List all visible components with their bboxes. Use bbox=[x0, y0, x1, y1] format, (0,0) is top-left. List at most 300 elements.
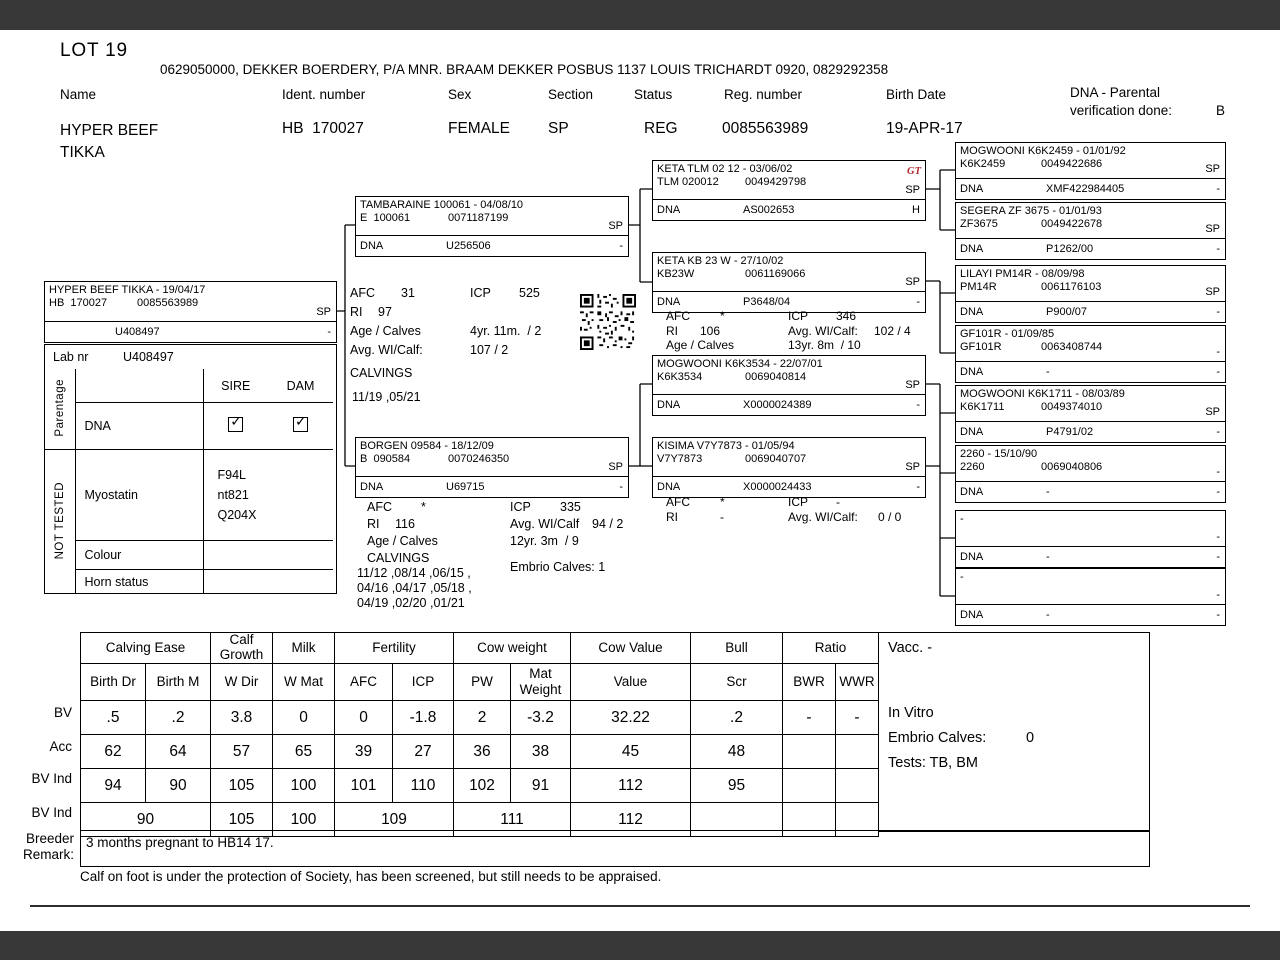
cell: 102 bbox=[454, 769, 511, 803]
animal-reg: 0063408744 bbox=[1041, 341, 1103, 353]
group-milk: Milk bbox=[273, 633, 335, 664]
status-mark: H bbox=[912, 204, 920, 216]
dna-value: U256506 bbox=[446, 240, 491, 252]
myostatin-value: F94L bbox=[217, 468, 246, 482]
calvings-dates-2: 04/16 ,04/17 ,05/18 , bbox=[357, 581, 472, 595]
lab-nr-label: Lab nr bbox=[53, 350, 89, 364]
breeder-remark-text: 3 months pregnant to HB14 17. bbox=[86, 835, 274, 850]
animal-reg: 0061176103 bbox=[1041, 281, 1102, 293]
animal-reg: 0069040707 bbox=[745, 453, 807, 465]
animal-title: LILAYI PM14R - 08/09/98 bbox=[960, 268, 1085, 280]
status-mark: - bbox=[1216, 306, 1220, 318]
box-divider bbox=[956, 481, 1225, 482]
animal-title: TAMBARAINE 100061 - 04/08/10 bbox=[360, 199, 524, 211]
pedigree-box-dam bbox=[355, 437, 629, 498]
dna-value: P1262/00 bbox=[1046, 243, 1094, 255]
dna-label: DNA bbox=[960, 486, 984, 498]
embrio-calves-value: 0 bbox=[1026, 730, 1035, 746]
ri-value: 116 bbox=[395, 517, 415, 531]
age-calves-value: 13yr. 8m / 10 bbox=[788, 338, 861, 352]
box-divider bbox=[45, 321, 336, 322]
section-label: Section bbox=[548, 87, 594, 102]
bv-ind-row-label: BV Ind bbox=[31, 771, 72, 786]
lab-nr-value: U408497 bbox=[123, 350, 174, 364]
status-mark: - bbox=[1216, 366, 1220, 378]
dam-stats bbox=[349, 500, 649, 615]
animal-ident: K6K1711 bbox=[960, 401, 1005, 413]
breeder-remark-label-1: Breeder bbox=[25, 831, 74, 846]
reg-label: Reg. number bbox=[724, 87, 803, 102]
group-fertility: Fertility bbox=[335, 633, 454, 664]
cell bbox=[783, 735, 836, 769]
dna-value: X0000024389 bbox=[743, 399, 812, 411]
birthdate-label: Birth Date bbox=[886, 87, 947, 102]
section-code: SP bbox=[608, 461, 623, 473]
dna-label: DNA bbox=[960, 609, 984, 621]
animal-reg: 0085563989 bbox=[137, 297, 199, 309]
age-calves-value: 12yr. 3m / 9 bbox=[510, 534, 579, 548]
cell: -1.8 bbox=[393, 701, 454, 735]
pedigree-box-g4-6 bbox=[955, 445, 1226, 503]
birthdate-value: 19-APR-17 bbox=[886, 120, 963, 137]
pedigree-box-g4-5 bbox=[955, 385, 1226, 443]
box-divider bbox=[653, 476, 925, 477]
qr-code bbox=[580, 294, 636, 350]
checkbox-checked-icon: ✓ bbox=[293, 417, 308, 432]
bv-ind-row bbox=[81, 769, 879, 803]
cell: 112 bbox=[571, 803, 691, 837]
box-divider bbox=[356, 476, 628, 477]
pedigree-box-sire bbox=[355, 196, 629, 257]
dna-label: DNA bbox=[960, 426, 984, 438]
dam-dam-stats bbox=[660, 495, 940, 527]
afc-label: AFC bbox=[367, 500, 392, 514]
dna-value: U408497 bbox=[115, 326, 160, 338]
sire-dna-cell bbox=[203, 403, 268, 450]
animal-title: MOGWOONI K6K1711 - 08/03/89 bbox=[960, 388, 1125, 400]
section-code: - bbox=[1216, 531, 1220, 543]
animal-ident: K6K2459 bbox=[960, 158, 1006, 170]
status-mark: - bbox=[1216, 426, 1220, 438]
gt-badge-icon: GT bbox=[907, 166, 921, 177]
in-vitro-line: In Vitro bbox=[888, 705, 934, 721]
breeder-line: 0629050000, DEKKER BOERDERY, P/A MNR. BRAAM DEKKER POSBUS 1137 LOUIS TRICHARDT 0920, 0829292358 bbox=[160, 62, 889, 77]
col-w-dir: W Dir bbox=[211, 664, 273, 701]
bv-row-label: BV bbox=[53, 705, 72, 720]
afc-label: AFC bbox=[666, 495, 690, 509]
cell: 111 bbox=[454, 803, 571, 837]
animal-ident: ZF3675 bbox=[960, 218, 998, 230]
section-code: - bbox=[1216, 589, 1220, 601]
status-mark: - bbox=[1216, 486, 1220, 498]
section-code: SP bbox=[905, 184, 920, 196]
not-tested-rotated-label: NOT TESTED bbox=[45, 450, 75, 595]
cell: 112 bbox=[571, 769, 691, 803]
name-value: HYPER BEEF TIKKA bbox=[60, 122, 159, 162]
status-label: Status bbox=[634, 87, 673, 102]
animal-ident: K6K3534 bbox=[657, 371, 703, 383]
afc-label: AFC bbox=[666, 309, 690, 323]
dna-value: X0000024433 bbox=[743, 481, 812, 493]
box-divider bbox=[653, 199, 925, 200]
dna-label: DNA bbox=[657, 204, 681, 216]
cell: 27 bbox=[393, 735, 454, 769]
col-value: Value bbox=[571, 664, 691, 701]
cell: 36 bbox=[454, 735, 511, 769]
col-afc: AFC bbox=[335, 664, 393, 701]
group-calving-ease: Calving Ease bbox=[81, 633, 211, 664]
ri-value: 97 bbox=[378, 305, 392, 319]
cell: - bbox=[836, 701, 879, 735]
cell bbox=[836, 769, 879, 803]
avg-wi-value: 107 / 2 bbox=[470, 343, 509, 357]
afc-label: AFC bbox=[350, 286, 375, 300]
afc-value: * bbox=[720, 309, 725, 323]
cell: .2 bbox=[691, 701, 783, 735]
col-w-mat: W Mat bbox=[273, 664, 335, 701]
pedigree-box-sire-sire bbox=[652, 160, 926, 221]
cell: .5 bbox=[81, 701, 146, 735]
cell: 100 bbox=[273, 769, 335, 803]
avg-wi-value: 102 / 4 bbox=[874, 324, 911, 338]
embrio-calves: Embrio Calves: 1 bbox=[510, 560, 606, 574]
cell: 45 bbox=[571, 735, 691, 769]
cell: 0 bbox=[273, 701, 335, 735]
animal-title: KETA KB 23 W - 27/10/02 bbox=[657, 255, 784, 267]
box-divider bbox=[356, 235, 628, 236]
dna-label: DNA bbox=[657, 481, 681, 493]
dna-row-label: DNA bbox=[75, 403, 203, 450]
dna-value: P4791/02 bbox=[1046, 426, 1094, 438]
cell: 101 bbox=[335, 769, 393, 803]
footnote: Calf on foot is under the protection of Society, has been screened, but still needs to be appraised. bbox=[80, 869, 662, 884]
icp-value: - bbox=[836, 495, 840, 509]
animal-title: - bbox=[960, 513, 964, 525]
col-pw: PW bbox=[454, 664, 511, 701]
cell: 48 bbox=[691, 735, 783, 769]
animal-reg: 0071187199 bbox=[448, 212, 509, 224]
col-birth-dr: Birth Dr bbox=[81, 664, 146, 701]
myostatin-value: nt821 bbox=[217, 488, 249, 502]
group-bull: Bull bbox=[691, 633, 783, 664]
pedigree-box-g4-2 bbox=[955, 202, 1226, 260]
extra-info-panel bbox=[878, 632, 1150, 832]
cell: 100 bbox=[273, 803, 335, 837]
col-scr: Scr bbox=[691, 664, 783, 701]
cell bbox=[783, 769, 836, 803]
status-mark: - bbox=[916, 296, 920, 308]
tests-line: Tests: TB, BM bbox=[888, 755, 978, 771]
icp-value: 346 bbox=[836, 309, 857, 323]
horn-status-label: Horn status bbox=[75, 570, 203, 595]
group-calf-growth: Calf Growth bbox=[211, 633, 273, 664]
section-code: SP bbox=[316, 306, 331, 318]
cell: 91 bbox=[511, 769, 571, 803]
cell: 90 bbox=[146, 769, 211, 803]
calvings-dates-1: 11/12 ,08/14 ,06/15 , bbox=[357, 566, 471, 580]
bottom-bar bbox=[0, 931, 1280, 960]
avg-wi-label: Avg. WI/Calf bbox=[510, 517, 580, 531]
cell: 2 bbox=[454, 701, 511, 735]
animal-title: MOGWOONI K6K2459 - 01/01/92 bbox=[960, 145, 1126, 157]
pedigree-box-g4-7 bbox=[955, 510, 1226, 568]
icp-value: 525 bbox=[519, 286, 540, 300]
dna-label: DNA bbox=[657, 399, 681, 411]
ri-label: RI bbox=[367, 517, 380, 531]
dna-label: DNA bbox=[360, 240, 384, 252]
dna-value: - bbox=[1046, 486, 1050, 498]
dna-label: DNA bbox=[960, 183, 984, 195]
col-bwr: BWR bbox=[783, 664, 836, 701]
animal-ident: KB23W bbox=[657, 268, 695, 280]
parentage-panel bbox=[44, 344, 337, 594]
animal-ident: HB 170027 bbox=[49, 297, 108, 309]
breeder-remark-bar bbox=[80, 830, 1150, 867]
animal-title: KISIMA V7Y7873 - 01/05/94 bbox=[657, 440, 795, 452]
ebv-table bbox=[80, 632, 879, 837]
avg-wi-label: Avg. WI/Calf: bbox=[788, 510, 858, 524]
avg-wi-value: 94 / 2 bbox=[592, 517, 624, 531]
section-code: SP bbox=[905, 461, 920, 473]
animal-ident: B 090584 bbox=[360, 453, 411, 465]
animal-title: KETA TLM 02 12 - 03/06/02 bbox=[657, 163, 793, 175]
cell: 105 bbox=[211, 769, 273, 803]
breeder-remark-label-2: Remark: bbox=[22, 847, 74, 862]
animal-reg: 0061169066 bbox=[745, 268, 806, 280]
dna-value: AS002653 bbox=[743, 204, 795, 216]
status-mark: - bbox=[327, 326, 331, 338]
animal-title: SEGERA ZF 3675 - 01/01/93 bbox=[960, 205, 1102, 217]
pedigree-box-g4-8 bbox=[955, 568, 1226, 626]
group-ratio: Ratio bbox=[783, 633, 879, 664]
box-divider bbox=[956, 546, 1225, 547]
dna-value: U69715 bbox=[446, 481, 485, 493]
dna-label: DNA bbox=[960, 306, 984, 318]
bv-ind-combined-row-label: BV Ind bbox=[31, 805, 72, 820]
sire-column-header: SIRE bbox=[203, 369, 268, 403]
calvings-label: CALVINGS bbox=[350, 366, 413, 380]
dna-label: DNA bbox=[960, 366, 984, 378]
age-calves-label: Age / Calves bbox=[367, 534, 438, 548]
parentage-rotated-label: Parentage bbox=[45, 369, 75, 450]
animal-title: HYPER BEEF TIKKA - 19/04/17 bbox=[49, 284, 206, 296]
ri-value: 106 bbox=[700, 324, 721, 338]
bottom-divider bbox=[30, 905, 1250, 907]
section-code: - bbox=[1216, 346, 1220, 358]
checkbox-checked-icon: ✓ bbox=[228, 417, 243, 432]
dna-verification-label-2: verification done: bbox=[1070, 103, 1173, 118]
ri-value: - bbox=[720, 510, 724, 524]
myostatin-values bbox=[203, 450, 333, 541]
dna-verification-label-1: DNA - Parental bbox=[1070, 85, 1161, 100]
pedigree-box-g4-3 bbox=[955, 265, 1226, 323]
age-calves-label: Age / Calves bbox=[350, 324, 421, 338]
afc-value: * bbox=[421, 500, 426, 514]
calvings-label: CALVINGS bbox=[367, 551, 430, 565]
embrio-calves-label: Embrio Calves: bbox=[888, 730, 987, 746]
top-bar bbox=[0, 0, 1280, 30]
ri-label: RI bbox=[666, 324, 678, 338]
cell: - bbox=[783, 701, 836, 735]
lot-number: LOT 19 bbox=[60, 40, 128, 61]
animal-reg: 0049429798 bbox=[745, 176, 807, 188]
animal-ident: 2260 bbox=[960, 461, 985, 473]
dna-label: DNA bbox=[657, 296, 681, 308]
animal-reg: 0049422678 bbox=[1041, 218, 1103, 230]
acc-row-label: Acc bbox=[49, 739, 72, 754]
icp-label: ICP bbox=[510, 500, 531, 514]
afc-value: * bbox=[720, 495, 725, 509]
pedigree-box-g4-4 bbox=[955, 325, 1226, 383]
avg-wi-value: 0 / 0 bbox=[878, 510, 902, 524]
icp-label: ICP bbox=[788, 309, 809, 323]
sex-label: Sex bbox=[448, 87, 472, 102]
acc-row bbox=[81, 735, 879, 769]
status-mark: - bbox=[619, 481, 623, 493]
cell: 94 bbox=[81, 769, 146, 803]
pedigree-box-g4-1 bbox=[955, 142, 1226, 200]
animal-title: GF101R - 01/09/85 bbox=[960, 328, 1055, 340]
afc-value: 31 bbox=[401, 286, 415, 300]
myostatin-label: Myostatin bbox=[75, 450, 203, 541]
myostatin-value: Q204X bbox=[217, 508, 257, 522]
status-mark: - bbox=[619, 240, 623, 252]
group-cow-weight: Cow weight bbox=[454, 633, 571, 664]
pedigree-box-dam-sire bbox=[652, 355, 926, 416]
box-divider bbox=[956, 604, 1225, 605]
dna-label: DNA bbox=[960, 243, 984, 255]
age-calves-label: Age / Calves bbox=[666, 338, 735, 352]
animal-title: BORGEN 09584 - 18/12/09 bbox=[360, 440, 494, 452]
cell: 32.22 bbox=[571, 701, 691, 735]
ri-label: RI bbox=[666, 510, 678, 524]
animal-title: MOGWOONI K6K3534 - 22/07/01 bbox=[657, 358, 823, 370]
animal-title: - bbox=[960, 571, 964, 583]
bv-row bbox=[81, 701, 879, 735]
vacc-line: Vacc. - bbox=[888, 640, 933, 656]
cell: 39 bbox=[335, 735, 393, 769]
calvings-dates: 11/19 ,05/21 bbox=[352, 390, 421, 404]
box-divider bbox=[956, 178, 1225, 179]
colour-value-cell bbox=[203, 541, 333, 570]
col-mat-weight: Mat Weight bbox=[511, 664, 571, 701]
dna-label: DNA bbox=[960, 551, 984, 563]
cell: .2 bbox=[146, 701, 211, 735]
animal-ident: V7Y7873 bbox=[657, 453, 703, 465]
status-mark: - bbox=[916, 481, 920, 493]
box-divider bbox=[653, 291, 925, 292]
section-code: SP bbox=[905, 276, 920, 288]
animal-ident: GF101R bbox=[960, 341, 1002, 353]
empty-header-cell bbox=[75, 369, 203, 403]
box-divider bbox=[956, 301, 1225, 302]
section-code: SP bbox=[1205, 286, 1220, 298]
pedigree-box-dam-dam bbox=[652, 437, 926, 498]
dna-verification-value: B bbox=[1216, 103, 1226, 118]
col-birth-m: Birth M bbox=[146, 664, 211, 701]
box-divider bbox=[956, 238, 1225, 239]
animal-reg: 0069040814 bbox=[745, 371, 807, 383]
dam-column-header: DAM bbox=[268, 369, 333, 403]
colour-label: Colour bbox=[75, 541, 203, 570]
animal-title: 2260 - 15/10/90 bbox=[960, 448, 1038, 460]
animal-reg: 0049422686 bbox=[1041, 158, 1103, 170]
animal-reg: 0069040806 bbox=[1041, 461, 1103, 473]
dna-value: P3648/04 bbox=[743, 296, 791, 308]
status-mark: - bbox=[1216, 609, 1220, 621]
cell: 3.8 bbox=[211, 701, 273, 735]
dna-value: - bbox=[1046, 609, 1050, 621]
name-label: Name bbox=[60, 87, 97, 102]
cell: 64 bbox=[146, 735, 211, 769]
lab-number-row bbox=[45, 345, 336, 369]
status-mark: - bbox=[916, 399, 920, 411]
cell: 110 bbox=[393, 769, 454, 803]
icp-label: ICP bbox=[470, 286, 491, 300]
cell bbox=[836, 735, 879, 769]
col-icp: ICP bbox=[393, 664, 454, 701]
age-calves-value: 4yr. 11m. / 2 bbox=[470, 324, 542, 338]
sire-dam-stats bbox=[660, 309, 940, 354]
group-cow-value: Cow Value bbox=[571, 633, 691, 664]
section-code: SP bbox=[1205, 406, 1220, 418]
animal-reg: 0070246350 bbox=[448, 453, 510, 465]
ident-value: HB 170027 bbox=[282, 120, 364, 137]
box-divider bbox=[653, 394, 925, 395]
cell: 38 bbox=[511, 735, 571, 769]
cell: 90 bbox=[81, 803, 211, 837]
dna-value: P900/07 bbox=[1046, 306, 1087, 318]
cell: -3.2 bbox=[511, 701, 571, 735]
box-divider bbox=[956, 421, 1225, 422]
status-mark: - bbox=[1216, 243, 1220, 255]
parentage-table bbox=[45, 369, 333, 594]
ident-label: Ident. number bbox=[282, 87, 366, 102]
pedigree-box-subject bbox=[44, 281, 337, 343]
dna-value: XMF422984405 bbox=[1046, 183, 1125, 195]
horn-value-cell bbox=[203, 570, 333, 595]
animal-reg: 0049374010 bbox=[1041, 401, 1103, 413]
dam-dna-cell bbox=[268, 403, 333, 450]
section-code: - bbox=[1216, 466, 1220, 478]
avg-wi-label: Avg. WI/Calf: bbox=[788, 324, 858, 338]
cell: 0 bbox=[335, 701, 393, 735]
section-code: SP bbox=[608, 220, 623, 232]
cell: 65 bbox=[273, 735, 335, 769]
cell: 62 bbox=[81, 735, 146, 769]
cell: 95 bbox=[691, 769, 783, 803]
calvings-dates-3: 04/19 ,02/20 ,01/21 bbox=[357, 596, 465, 610]
animal-ident: TLM 020012 bbox=[657, 176, 719, 188]
box-divider bbox=[956, 361, 1225, 362]
avg-wi-label: Avg. WI/Calf: bbox=[350, 343, 423, 357]
icp-value: 335 bbox=[560, 500, 581, 514]
section-value: SP bbox=[548, 120, 569, 137]
status-mark: - bbox=[1216, 551, 1220, 563]
status-value: REG bbox=[644, 120, 678, 137]
cell: 109 bbox=[335, 803, 454, 837]
reg-value: 0085563989 bbox=[722, 120, 809, 137]
animal-ident: PM14R bbox=[960, 281, 997, 293]
animal-ident: E 100061 bbox=[360, 212, 411, 224]
dna-value: - bbox=[1046, 366, 1050, 378]
sex-value: FEMALE bbox=[448, 120, 511, 137]
ri-label: RI bbox=[350, 305, 363, 319]
col-wwr: WWR bbox=[836, 664, 879, 701]
pedigree-box-sire-dam bbox=[652, 252, 926, 313]
section-code: SP bbox=[905, 379, 920, 391]
dna-label: DNA bbox=[360, 481, 384, 493]
